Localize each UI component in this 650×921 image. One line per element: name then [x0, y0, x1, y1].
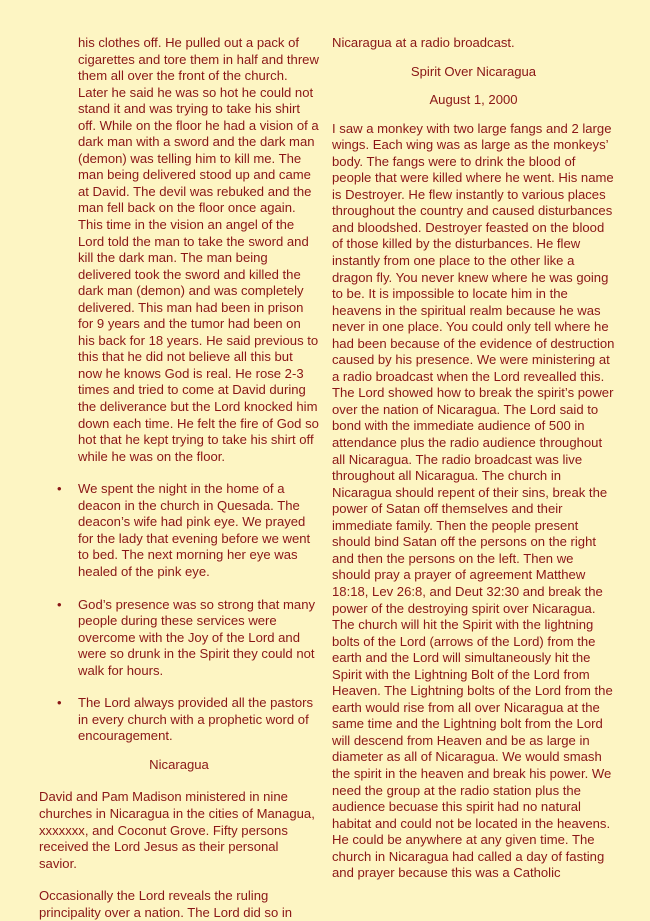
bullet-text: We spent the night in the home of a deacon in the church in Quesada. The deacon’s wife had pink eye. We prayed for the lady that evening before we went to bed. The next morning her eye was healed of the pink eye. [78, 481, 311, 579]
bullet-icon: • [57, 481, 62, 497]
bullet-item [39, 481, 319, 580]
bullet-icon: • [57, 596, 62, 612]
article-date: August 1, 2000 [429, 92, 518, 108]
right-column [332, 35, 615, 882]
article-title: Spirit Over Nicaragua [410, 63, 537, 79]
bullet-text: God’s presence was so strong that many people during these services were overcome with the Joy of the Lord and were so drunk in the Spirit they could not walk for hours. [78, 596, 316, 678]
bullet-item [39, 695, 319, 745]
left-column [39, 35, 319, 921]
paragraph: Occasionally the Lord reveals the ruling principality over a nation. The Lord did so in [39, 888, 293, 920]
section-heading: Nicaragua [149, 756, 209, 772]
paragraph: David and Pam Madison ministered in nine churches in Nicaragua in the cities of Managua, xxxxxxx, and Coconut Grove. Fifty persons received the Lord Jesus as their personal savior. [39, 789, 315, 871]
bullet-item [39, 597, 319, 680]
bullet-icon: • [57, 695, 62, 711]
continued-paragraph: his clothes off. He pulled out a pack of cigarettes and tore them in half and threw them all over the front of the church. Later he said he was so hot he could not stand it and was trying to take his shirt off. While on the floor he had a vision of a dark man with a sword and the dark man (demon) was telling him to kill me. The man being delivered stood up and came at David. The devil was rebuked and the man fell back on the floor once again. This time in the vision an angel of the Lord told the man to take the sword and kill the dark man. The man being delivered took the sword and killed the dark man (demon) and was completely delivered. This man had been in prison for 9 years and the tumor had been on his back for 18 years. He said previous to this that he did not believe all this but now he knows God is real. He rose 2-3 times and tried to come at David during the deliverance but the Lord knocked him down each time. He felt the fire of God so hot that he kept trying to take his shirt off while he was on the floor. [78, 35, 319, 464]
continued-line: Nicaragua at a radio broadcast. [332, 35, 515, 50]
article-body: I saw a monkey with two large fangs and 2 large wings. Each wing was as large as the monkeys’ body. The fangs were to drink the blood of people that were killed where he went. His name is Destroyer. He flew instantly to various places throughout the country and caused disturbances and bloodshed. Destroyer feasted on the blood of those killed by the disturbances. He flew instantly from one place to the other like a dragon fly. You never knew where he was going to be. It is impossible to locate him in the heavens in the spiritual realm because he was never in one place. You could only tell where he had been because of the evidence of destruction caused by his presence. We were ministering at a radio broadcast when the Lord revealled this. The Lord showed how to break the spirit’s power over the nation of Nicaragua. The Lord said to bond with the immediate audience of 500 in attendance plus the radio audience throughout all Nicaragua. The radio broadcast was live throughout all Nicaragua. The church in Nicaragua should repent of their sins, break the power of Satan off themselves and their immediate family. Then the people present should bind Satan off the persons on the right and then the persons on the left. Then we should pray a prayer of agreement Matthew 18:18, Lev 26:8, and Deut 32:30 and break the power of the destroying spirit over Nicaragua. The church will hit the Spirit with the lightning bolts of the Lord (arrows of the Lord) from the earth and the Lord will simultaneously hit the Spirit with the Lightning Bolt of the Lord from Heaven. The Lightning bolts of the Lord from the earth would rise from all over Nicaragua at the same time and the Lightning bolt from the Lord will descend from Heaven and be as large in diameter as all of Nicaragua. We would smash the spirit in the heaven and break his power. We need the group at the radio station plus the audience becuase this spirit had no natural habitat and could not be located in the heavens. He could be anywhere at any given time. The church in Nicaragua had called a day of fasting and prayer because this was a Catholic [332, 120, 615, 881]
bullet-text: The Lord always provided all the pastors in every church with a prophetic word of encouragement. [78, 695, 314, 744]
